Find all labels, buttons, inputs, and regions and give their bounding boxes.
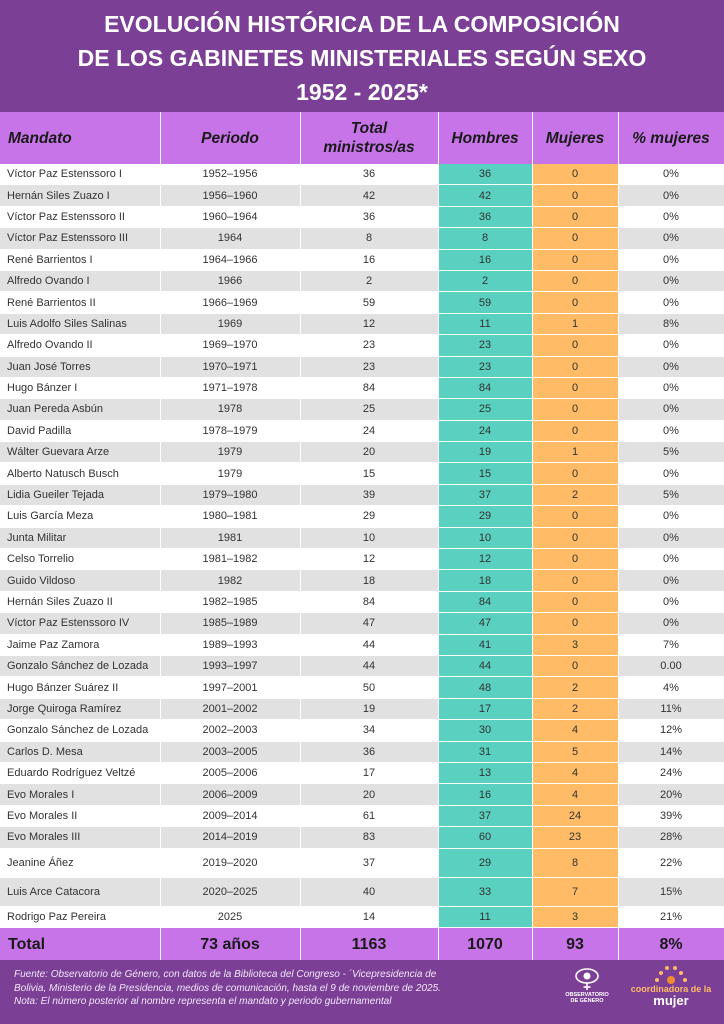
cell-hombres: 37 [438,805,532,826]
cell-total: 44 [300,634,438,655]
table-row [0,313,724,334]
col-header-total-line2: ministros/as [323,139,415,156]
cell-mujeres: 0 [532,399,618,420]
col-header-total [300,112,438,164]
cell-mandato: Víctor Paz Estenssoro I [0,164,160,185]
table-row [0,484,724,505]
cell-total: 19 [300,698,438,719]
cell-hombres: 10 [438,527,532,548]
cell-pct-mujeres: 0% [618,249,724,270]
cell-pct-mujeres: 4% [618,677,724,698]
cell-periodo: 1982–1985 [160,591,300,612]
cell-pct-mujeres: 22% [618,848,724,877]
table-row [0,677,724,698]
cell-pct-mujeres: 5% [618,484,724,505]
observatorio-logo [560,966,614,1018]
cell-pct-mujeres: 7% [618,634,724,655]
table-row [0,634,724,655]
cell-mujeres: 3 [532,906,618,927]
cell-pct-mujeres: 5% [618,442,724,463]
cell-mandato: Hernán Siles Zuazo I [0,185,160,206]
cell-total: 44 [300,655,438,676]
cell-total: 37 [300,848,438,877]
cell-mujeres: 0 [532,655,618,676]
table-row [0,185,724,206]
cell-pct-mujeres: 21% [618,906,724,927]
cell-hombres: 33 [438,877,532,906]
cell-mujeres: 0 [532,164,618,185]
cell-mujeres: 0 [532,463,618,484]
cell-hombres: 42 [438,185,532,206]
cell-mandato: Gonzalo Sánchez de Lozada [0,720,160,741]
cell-mujeres: 1 [532,313,618,334]
cell-periodo: 2025 [160,906,300,927]
cell-pct-mujeres: 20% [618,784,724,805]
cell-periodo: 1970–1971 [160,356,300,377]
cell-total: 83 [300,827,438,848]
cell-total: 84 [300,377,438,398]
cell-periodo: 1979 [160,463,300,484]
cell-mandato: Jeanine Áñez [0,848,160,877]
table-row [0,877,724,906]
cell-periodo: 1997–2001 [160,677,300,698]
cell-periodo: 1981 [160,527,300,548]
cell-mandato: Jaime Paz Zamora [0,634,160,655]
table-row [0,506,724,527]
cell-mujeres: 2 [532,484,618,505]
table-row [0,827,724,848]
source-note [14,968,484,1009]
cell-hombres: 15 [438,463,532,484]
cell-hombres: 48 [438,677,532,698]
cell-hombres: 29 [438,506,532,527]
cell-mujeres: 5 [532,741,618,762]
cell-periodo: 1979–1980 [160,484,300,505]
cell-mujeres: 4 [532,784,618,805]
table-row [0,463,724,484]
table-row [0,292,724,313]
cell-pct-mujeres: 0% [618,270,724,291]
cell-periodo: 1969 [160,313,300,334]
cell-mujeres: 0 [532,270,618,291]
cell-periodo: 2014–2019 [160,827,300,848]
cell-mandato: Evo Morales II [0,805,160,826]
cell-total: 12 [300,313,438,334]
cell-mujeres: 0 [532,249,618,270]
cell-mandato: Hugo Bánzer I [0,377,160,398]
cell-total: 40 [300,877,438,906]
eye-venus-icon [574,966,600,992]
cell-total: 61 [300,805,438,826]
source-line2: Bolivia, Ministerio de la Presidencia, medios de comunicación, hasta el 9 de noviembre de 2025. [14,982,441,994]
table-row [0,741,724,762]
cell-hombres: 47 [438,613,532,634]
cell-total: 10 [300,527,438,548]
cell-hombres: 41 [438,634,532,655]
cell-total: 42 [300,185,438,206]
table-row [0,420,724,441]
cell-total: 18 [300,570,438,591]
cell-mandato: Lidia Gueiler Tejada [0,484,160,505]
cell-total: 8 [300,228,438,249]
cell-mujeres: 7 [532,877,618,906]
cell-periodo: 1966 [160,270,300,291]
cell-mujeres: 2 [532,677,618,698]
cell-pct-mujeres: 14% [618,741,724,762]
cell-hombres: 24 [438,420,532,441]
cell-total: 15 [300,463,438,484]
table-row [0,335,724,356]
cell-periodo: 1960–1964 [160,206,300,227]
table-row [0,228,724,249]
cell-periodo: 1952–1956 [160,164,300,185]
cell-mujeres: 8 [532,848,618,877]
cell-periodo: 1980–1981 [160,506,300,527]
col-header-total-line1: Total [350,120,388,137]
cell-mujeres: 0 [532,613,618,634]
cell-hombres: 23 [438,335,532,356]
cell-periodo: 1971–1978 [160,377,300,398]
table-row [0,906,724,927]
cell-pct-mujeres: 0% [618,164,724,185]
cell-mandato: Luis Arce Catacora [0,877,160,906]
table-row [0,164,724,185]
cell-pct-mujeres: 0% [618,377,724,398]
cell-mandato: Guido Vildoso [0,570,160,591]
cell-hombres: 84 [438,377,532,398]
table-row [0,549,724,570]
cell-hombres: 8 [438,228,532,249]
totals-label: Total [0,927,160,962]
totals-hombres: 1070 [438,927,532,962]
cell-mandato: Alberto Natusch Busch [0,463,160,484]
cell-mujeres: 2 [532,698,618,719]
table-row [0,442,724,463]
cell-mujeres: 1 [532,442,618,463]
cell-pct-mujeres: 8% [618,313,724,334]
cell-pct-mujeres: 0% [618,335,724,356]
sunburst-icon [651,964,691,984]
cell-mandato: René Barrientos II [0,292,160,313]
cell-mujeres: 0 [532,356,618,377]
cell-hombres: 11 [438,313,532,334]
cell-hombres: 18 [438,570,532,591]
cell-hombres: 84 [438,591,532,612]
table-header-row [0,112,724,164]
cell-pct-mujeres: 0% [618,228,724,249]
cell-mandato: Juan José Torres [0,356,160,377]
cell-mandato: Alfredo Ovando II [0,335,160,356]
table-row [0,698,724,719]
cell-mujeres: 0 [532,206,618,227]
cell-mandato: Víctor Paz Estenssoro II [0,206,160,227]
cell-hombres: 31 [438,741,532,762]
footnote: Nota: El número posterior al nombre representa el mandato y periodo gubernamental [14,996,392,1007]
table-row [0,206,724,227]
cell-mujeres: 4 [532,720,618,741]
cell-total: 36 [300,206,438,227]
cell-hombres: 23 [438,356,532,377]
cell-mujeres: 0 [532,377,618,398]
table-row [0,527,724,548]
cell-mujeres: 0 [532,292,618,313]
page-header [0,0,724,112]
cell-pct-mujeres: 0% [618,356,724,377]
source-line1: Fuente: Observatorio de Género, con datos de la Biblioteca del Congreso - ´Vicepresidencia de [14,969,437,980]
cell-hombres: 2 [438,270,532,291]
cell-pct-mujeres: 15% [618,877,724,906]
cell-total: 24 [300,420,438,441]
cell-periodo: 1993–1997 [160,655,300,676]
cell-hombres: 30 [438,720,532,741]
cell-hombres: 17 [438,698,532,719]
cell-periodo: 1979 [160,442,300,463]
cell-pct-mujeres: 0% [618,591,724,612]
col-header-pct-mujeres: % mujeres [618,112,724,164]
cell-mandato: Víctor Paz Estenssoro IV [0,613,160,634]
cell-mandato: Junta Militar [0,527,160,548]
cell-periodo: 1966–1969 [160,292,300,313]
table-row [0,720,724,741]
cell-periodo: 1978–1979 [160,420,300,441]
cell-hombres: 60 [438,827,532,848]
cell-pct-mujeres: 24% [618,762,724,783]
cell-hombres: 59 [438,292,532,313]
col-header-mandato: Mandato [0,112,160,164]
cell-mujeres: 4 [532,762,618,783]
cell-mandato: René Barrientos I [0,249,160,270]
cell-mujeres: 0 [532,591,618,612]
page-title-line2: DE LOS GABINETES MINISTERIALES SEGÚN SEXO [77,45,647,71]
cell-periodo: 1964 [160,228,300,249]
cell-mandato: Rodrigo Paz Pereira [0,906,160,927]
table-row [0,805,724,826]
table-row [0,655,724,676]
cell-periodo: 1989–1993 [160,634,300,655]
cell-mujeres: 24 [532,805,618,826]
cell-total: 2 [300,270,438,291]
cell-hombres: 16 [438,784,532,805]
cell-periodo: 2001–2002 [160,698,300,719]
cell-mandato: Wálter Guevara Arze [0,442,160,463]
cell-periodo: 1956–1960 [160,185,300,206]
cell-total: 20 [300,442,438,463]
cell-pct-mujeres: 0% [618,420,724,441]
table-row [0,249,724,270]
coordinadora-logo [628,964,714,1018]
table-row [0,784,724,805]
cell-mujeres: 0 [532,185,618,206]
page-title-line1: EVOLUCIÓN HISTÓRICA DE LA COMPOSICIÓN [104,11,620,37]
observatorio-logo-line1: OBSERVATORIO [565,992,609,998]
table-row [0,377,724,398]
cell-pct-mujeres: 0% [618,292,724,313]
col-header-mujeres: Mujeres [532,112,618,164]
cell-periodo: 2005–2006 [160,762,300,783]
cell-mandato: Evo Morales I [0,784,160,805]
cell-periodo: 2009–2014 [160,805,300,826]
cell-hombres: 36 [438,164,532,185]
cell-total: 34 [300,720,438,741]
cell-total: 25 [300,399,438,420]
cell-periodo: 2020–2025 [160,877,300,906]
cell-periodo: 1969–1970 [160,335,300,356]
cell-mujeres: 0 [532,228,618,249]
cell-periodo: 1978 [160,399,300,420]
cell-periodo: 2003–2005 [160,741,300,762]
cell-pct-mujeres: 28% [618,827,724,848]
col-header-periodo: Periodo [160,112,300,164]
cell-mandato: Juan Pereda Asbún [0,399,160,420]
cell-pct-mujeres: 11% [618,698,724,719]
table-row [0,762,724,783]
cell-pct-mujeres: 12% [618,720,724,741]
cell-periodo: 1985–1989 [160,613,300,634]
cell-total: 23 [300,356,438,377]
totals-periodo: 73 años [160,927,300,962]
coordinadora-logo-line1: coordinadora de la [630,984,712,994]
cell-mandato: Hernán Siles Zuazo II [0,591,160,612]
cell-pct-mujeres: 0.00 [618,655,724,676]
cell-total: 36 [300,164,438,185]
cell-hombres: 25 [438,399,532,420]
cell-mandato: Carlos D. Mesa [0,741,160,762]
col-header-hombres: Hombres [438,112,532,164]
cell-periodo: 2019–2020 [160,848,300,877]
cell-total: 16 [300,249,438,270]
cell-mandato: Alfredo Ovando I [0,270,160,291]
cell-mandato: Jorge Quiroga Ramírez [0,698,160,719]
cell-pct-mujeres: 0% [618,570,724,591]
totals-mujeres: 93 [532,927,618,962]
table-row [0,356,724,377]
cell-total: 36 [300,741,438,762]
gabinetes-table [0,112,724,962]
table-row [0,848,724,877]
cell-mujeres: 0 [532,549,618,570]
cell-periodo: 2002–2003 [160,720,300,741]
cell-total: 29 [300,506,438,527]
table-row [0,399,724,420]
cell-total: 20 [300,784,438,805]
observatorio-logo-line2: DE GÉNERO [570,998,604,1004]
totals-row [0,927,724,962]
cell-pct-mujeres: 39% [618,805,724,826]
cell-total: 12 [300,549,438,570]
cell-mandato: Luis García Meza [0,506,160,527]
totals-pct: 8% [618,927,724,962]
cell-mandato: Hugo Bánzer Suárez II [0,677,160,698]
cell-mandato: Celso Torrelio [0,549,160,570]
cell-mujeres: 0 [532,420,618,441]
cell-hombres: 29 [438,848,532,877]
cell-pct-mujeres: 0% [618,463,724,484]
cell-pct-mujeres: 0% [618,206,724,227]
cell-total: 47 [300,613,438,634]
cell-periodo: 1981–1982 [160,549,300,570]
cell-periodo: 1982 [160,570,300,591]
cell-mandato: Evo Morales III [0,827,160,848]
cell-total: 50 [300,677,438,698]
cell-total: 14 [300,906,438,927]
table-row [0,570,724,591]
cell-periodo: 2006–2009 [160,784,300,805]
table-row [0,270,724,291]
cell-total: 39 [300,484,438,505]
totals-total: 1163 [300,927,438,962]
cell-pct-mujeres: 0% [618,613,724,634]
cell-mujeres: 0 [532,570,618,591]
cell-total: 84 [300,591,438,612]
coordinadora-logo-line2: mujer [653,993,689,1008]
cell-mandato: Eduardo Rodríguez Veltzé [0,762,160,783]
cell-hombres: 16 [438,249,532,270]
cell-total: 23 [300,335,438,356]
cell-periodo: 1964–1966 [160,249,300,270]
cell-mandato: Víctor Paz Estenssoro III [0,228,160,249]
cell-mujeres: 0 [532,335,618,356]
cell-mandato: Gonzalo Sánchez de Lozada [0,655,160,676]
cell-hombres: 11 [438,906,532,927]
cell-pct-mujeres: 0% [618,527,724,548]
cell-pct-mujeres: 0% [618,549,724,570]
page-title-years: 1952 - 2025* [296,79,428,105]
cell-mujeres: 23 [532,827,618,848]
cell-hombres: 12 [438,549,532,570]
cell-total: 59 [300,292,438,313]
table-row [0,613,724,634]
cell-mandato: Luis Adolfo Siles Salinas [0,313,160,334]
cell-mandato: David Padilla [0,420,160,441]
cell-hombres: 37 [438,484,532,505]
cell-mujeres: 0 [532,527,618,548]
table-row [0,591,724,612]
cell-pct-mujeres: 0% [618,506,724,527]
page-footer [0,960,724,1024]
cell-mujeres: 3 [532,634,618,655]
cell-pct-mujeres: 0% [618,399,724,420]
cell-total: 17 [300,762,438,783]
cell-hombres: 44 [438,655,532,676]
cell-pct-mujeres: 0% [618,185,724,206]
cell-hombres: 19 [438,442,532,463]
cell-mujeres: 0 [532,506,618,527]
cell-hombres: 36 [438,206,532,227]
cell-hombres: 13 [438,762,532,783]
